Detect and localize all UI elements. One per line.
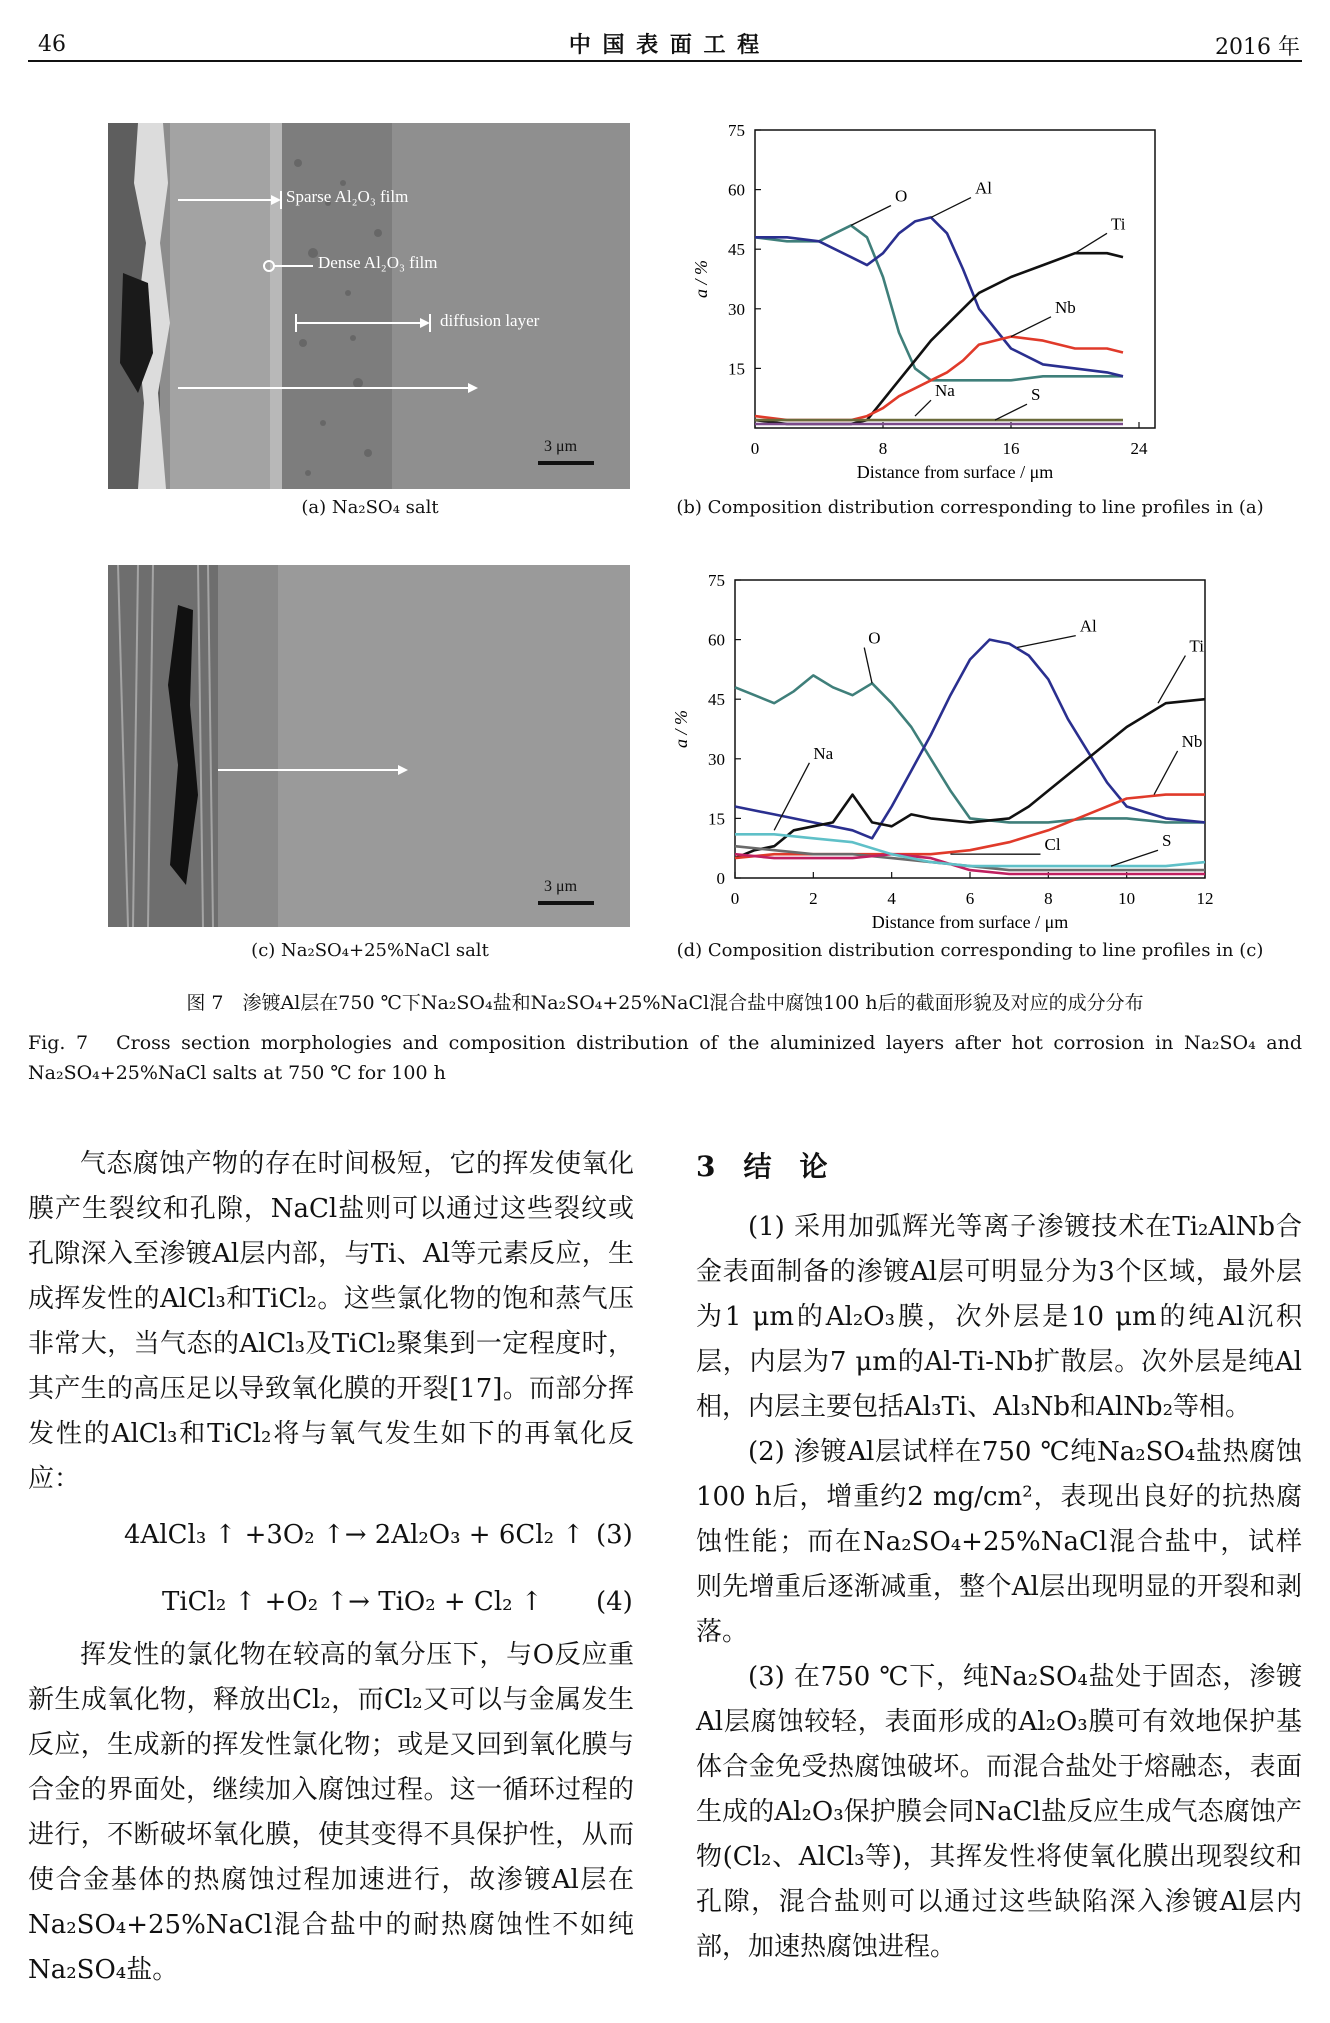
x-tick-label: 24 <box>1130 439 1148 458</box>
y-tick-label: 45 <box>728 240 745 260</box>
y-tick-label: 75 <box>728 121 745 140</box>
legend-leader <box>1111 850 1158 866</box>
body-left-para1 <box>28 1142 634 1502</box>
legend-label-s: S <box>1031 385 1041 405</box>
sem-texture-a <box>108 123 630 489</box>
x-tick-label: 0 <box>750 439 760 458</box>
y-tick-label: 60 <box>708 630 725 650</box>
x-axis-label: Distance from surface / μm <box>871 912 1069 932</box>
legend-label-o: O <box>895 186 908 206</box>
annotation-dense-film: Dense Al₂O₃ film <box>318 253 438 272</box>
x-tick-label: 12 <box>1196 889 1214 908</box>
series-line-nb <box>735 795 1205 859</box>
conclusion-3: (3) 在750 ℃下，纯Na₂SO₄盐处于固态，渗镀Al层腐蚀较轻，表面形成的Al₂O₃膜可有效地保护基体合金免受热腐蚀破坏。而混合盐处于熔融态，表面生成的Al₂O₃保护膜会同NaCl盐反应生成气态腐蚀产物(Cl₂、AlCl₃等)，其挥发性将使氧化膜出现裂纹和孔隙，混合盐则可以通过这些缺陷深入渗镀Al层内部，加速热腐蚀进程。 <box>696 1662 1302 1962</box>
legend-label-na: Na <box>935 381 955 401</box>
conclusion-2: (2) 渗镀Al层试样在750 ℃纯Na₂SO₄盐热腐蚀100 h后，增重约2 mg/cm²，表现出良好的抗热腐蚀性能；而在Na₂SO₄+25%NaCl混合盐中，试样则先增重后逐渐减重，整个Al层出现明显的开裂和剥落。 <box>696 1437 1302 1647</box>
legend-leader <box>915 400 931 416</box>
annotation-diffusion-layer: diffusion layer <box>440 311 540 330</box>
legend-label-o: O <box>868 628 881 648</box>
scale-bar-label-c: 3 μm <box>544 878 578 895</box>
y-tick-label: 15 <box>708 809 725 829</box>
plot-frame <box>735 580 1205 878</box>
legend-label-al: Al <box>975 178 992 198</box>
x-tick-label: 0 <box>730 889 740 908</box>
legend-label-cl: Cl <box>1044 835 1061 855</box>
figure-caption-en: Fig. 7 Cross section morphologies and composition distribution of the aluminized layers after hot corrosion in Na₂SO₄ and Na₂SO₄+25%NaCl salts at 750 ℃ for 100 h <box>28 1032 1302 1084</box>
legend-label-nb: Nb <box>1055 297 1076 317</box>
page-number: 46 <box>38 32 66 57</box>
legend-label-na: Na <box>813 743 834 763</box>
y-tick-label: 60 <box>728 180 745 200</box>
x-tick-label: 16 <box>1002 439 1020 458</box>
equation-3: 4AlCl₃ ↑ +3O₂ ↑→ 2Al₂O₃ + 6Cl₂ ↑ <box>124 1520 585 1550</box>
caption-panel-d: (d) Composition distribution corresponding to line profiles in (c) <box>676 940 1264 961</box>
x-tick-label: 6 <box>965 889 975 908</box>
body-left-para2 <box>28 1633 634 1993</box>
legend-leader <box>1154 751 1177 795</box>
series-line-al <box>735 640 1205 839</box>
y-tick-label: 0 <box>716 869 725 888</box>
legend-label-al: Al <box>1079 616 1097 636</box>
sem-texture-c <box>108 565 630 927</box>
y-tick-label: 30 <box>728 299 745 319</box>
equation-3-number: (3) <box>596 1520 633 1550</box>
x-tick-label: 2 <box>809 889 818 908</box>
equation-4: TiCl₂ ↑ +O₂ ↑→ TiO₂ + Cl₂ ↑ <box>162 1587 543 1617</box>
x-tick-label: 8 <box>1044 889 1053 908</box>
legend-label-s: S <box>1162 831 1172 851</box>
series-line-o <box>735 675 1205 822</box>
plot-frame <box>755 130 1155 428</box>
paragraph-2: 挥发性的氯化物在较高的氧分压下，与O反应重新生成氧化物，释放出Cl₂，而Cl₂又可以与金属发生反应，生成新的挥发性氯化物；或是又回到氧化膜与合金的界面处，继续加入腐蚀过程。这一循环过程的进行，不断破坏氧化膜，使其变得不具保护性，从而使合金基体的热腐蚀过程加速进行，故渗镀Al层在Na₂SO₄+25%NaCl混合盐中的耐热腐蚀性不如纯Na₂SO₄盐。 <box>28 1640 634 1985</box>
y-tick-label: 30 <box>708 749 725 769</box>
sem-image-c <box>108 565 630 927</box>
scale-bar-label-a: 3 μm <box>544 438 578 455</box>
y-tick-label: 45 <box>708 690 725 710</box>
series-line-nb <box>755 337 1123 421</box>
x-tick-label: 4 <box>887 889 896 908</box>
legend-leader <box>931 198 971 218</box>
legend-label-ti: Ti <box>1111 214 1126 234</box>
y-tick-label: 75 <box>708 571 725 590</box>
chart-panel-d <box>660 560 1280 940</box>
sem-image-a <box>108 123 630 489</box>
chart-panel-b <box>660 118 1280 488</box>
body-right-conclusions <box>696 1205 1302 1970</box>
x-tick-label: 10 <box>1118 889 1136 908</box>
series-line-ti <box>735 699 1205 858</box>
legend-leader <box>851 206 891 226</box>
x-tick-label: 8 <box>878 439 888 458</box>
legend-leader <box>1011 317 1051 337</box>
figure-caption-cn: 图 7 渗镀Al层在750 ℃下Na₂SO₄盐和Na₂SO₄+25%NaCl混合盐中腐蚀100 h后的截面形貌及对应的成分分布 <box>186 992 1144 1014</box>
header-year: 2016 年 <box>1215 35 1300 60</box>
legend-leader <box>1017 636 1076 648</box>
conclusion-1: (1) 采用加弧辉光等离子渗镀技术在Ti₂AlNb合金表面制备的渗镀Al层可明显分为3个区域，最外层为1 μm的Al₂O₃膜，次外层是10 μm的纯Al沉积层，内层为7 μm的Al-Ti-Nb扩散层。次外层是纯Al相，内层主要包括Al₃Ti、Al₃Nb和AlNb₂等相。 <box>696 1212 1302 1422</box>
legend-leader <box>864 648 872 684</box>
legend-leader <box>1158 656 1185 704</box>
header-rule <box>28 60 1302 62</box>
legend-label-nb: Nb <box>1181 731 1203 751</box>
legend-leader <box>995 404 1027 420</box>
journal-title: 中 国 表 面 工 程 <box>568 32 762 58</box>
caption-panel-b: (b) Composition distribution corresponding to line profiles in (a) <box>676 497 1264 518</box>
x-axis-label: Distance from surface / μm <box>856 462 1054 482</box>
legend-leader <box>1075 233 1107 253</box>
caption-panel-c: (c) Na₂SO₄+25%NaCl salt <box>251 940 489 961</box>
y-axis-label: a / % <box>671 710 691 748</box>
equation-4-number: (4) <box>596 1587 633 1617</box>
y-tick-label: 15 <box>728 359 745 379</box>
section-title-conclusions: 3 结 论 <box>696 1150 828 1183</box>
y-axis-label: a / % <box>691 260 711 298</box>
legend-label-ti: Ti <box>1189 636 1204 656</box>
paragraph-1: 气态腐蚀产物的存在时间极短，它的挥发使氧化膜产生裂纹和孔隙，NaCl盐则可以通过这些裂纹或孔隙深入至渗镀Al层内部，与Ti、Al等元素反应，生成挥发性的AlCl₃和TiCl₂。这些氯化物的饱和蒸气压非常大，当气态的AlCl₃及TiCl₂聚集到一定程度时，其产生的高压足以导致氧化膜的开裂[17]。而部分挥发性的AlCl₃和TiCl₂将与氧气发生如下的再氧化反应： <box>28 1149 634 1494</box>
caption-panel-a: (a) Na₂SO₄ salt <box>301 497 439 518</box>
annotation-sparse-film: Sparse Al₂O₃ film <box>286 187 409 206</box>
